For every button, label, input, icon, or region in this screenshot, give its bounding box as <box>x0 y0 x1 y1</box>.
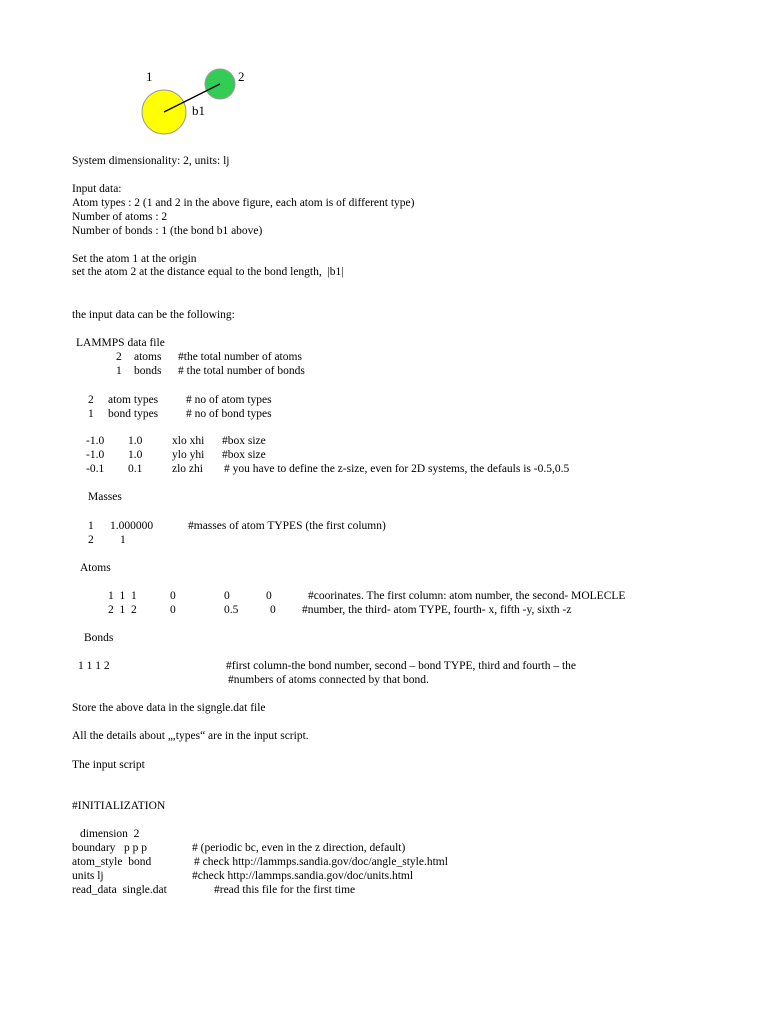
count-atoms-comment: #the total number of atoms <box>178 351 302 363</box>
atom-types-n: 2 <box>88 394 94 406</box>
box-y-lo: -1.0 <box>86 449 105 461</box>
num-bonds-text: Number of bonds : 1 (the bond b1 above) <box>72 225 263 237</box>
num-atoms-text: Number of atoms : 2 <box>72 211 168 223</box>
script-line-atom-style: atom_style bond <box>72 856 152 868</box>
script-line-boundary: boundary p p p <box>72 842 148 854</box>
details-text: All the details about „,types“ are in the input script. <box>72 730 309 742</box>
count-bonds-n: 1 <box>116 365 122 377</box>
count-atoms-n: 2 <box>116 351 122 363</box>
box-y-hi: 1.0 <box>128 449 143 461</box>
bond-types-n: 1 <box>88 408 94 420</box>
dimensionality-text: System dimensionality: 2, units: lj <box>72 155 230 167</box>
mass-2-type: 2 <box>88 534 94 546</box>
masses-heading: Masses <box>88 491 122 503</box>
script-comment-atom-style: # check http://lammps.sandia.gov/doc/angle_style.html <box>194 856 448 868</box>
datafile-title: LAMMPS data file <box>76 337 165 349</box>
atom-row-1-comment: #coorinates. The first column: atom number, the second- MOLECLE <box>308 590 626 602</box>
input-script-heading: The input script <box>72 759 145 771</box>
count-bonds-comment: # the total number of bonds <box>178 365 305 377</box>
count-atoms-what: atoms <box>134 351 162 363</box>
atoms-heading: Atoms <box>80 562 111 574</box>
script-comment-units: #check http://lammps.sandia.gov/doc/units.html <box>192 870 414 882</box>
atom-types-text: Atom types : 2 (1 and 2 in the above figure, each atom is of different type) <box>72 197 415 209</box>
script-line-units: units lj <box>72 870 104 882</box>
bond-comment-1: #first column-the bond number, second – bond TYPE, third and fourth – the <box>226 660 577 672</box>
box-z-hi: 0.1 <box>128 463 143 475</box>
atom-1-label: 1 <box>146 69 153 84</box>
script-comment-read-data: #read this file for the first time <box>214 884 356 896</box>
store-text: Store the above data in the signgle.dat file <box>72 702 266 714</box>
input-can-be-text: the input data can be the following: <box>72 309 235 321</box>
atom-types-comment: # no of atom types <box>186 394 272 406</box>
atom-row-2-idx: 2 1 2 <box>108 604 137 616</box>
count-bonds-what: bonds <box>134 365 162 377</box>
mass-2-value: 1 <box>120 534 126 546</box>
atom-row-1-x: 0 <box>170 590 176 602</box>
atom-2-label: 2 <box>238 69 245 84</box>
atom-row-1-y: 0 <box>224 590 230 602</box>
molecule-figure <box>130 62 260 142</box>
initialization-heading: #INITIALIZATION <box>72 800 166 812</box>
atom-row-2-z: 0 <box>270 604 276 616</box>
box-x-hi: 1.0 <box>128 435 143 447</box>
mass-1-value: 1.000000 <box>110 520 154 532</box>
script-line-read-data: read_data single.dat <box>72 884 167 896</box>
input-data-heading: Input data: <box>72 183 122 195</box>
box-z-comment: # you have to define the z-size, even for 2D systems, the defauls is -0.5,0.5 <box>224 463 570 475</box>
atom-row-2-x: 0 <box>170 604 176 616</box>
box-x-comment: #box size <box>222 435 266 447</box>
set-atom1-text: Set the atom 1 at the origin <box>72 253 197 265</box>
mass-1-type: 1 <box>88 520 94 532</box>
box-x-name: xlo xhi <box>172 435 205 447</box>
mass-1-comment: #masses of atom TYPES (the first column) <box>188 520 386 532</box>
box-x-lo: -1.0 <box>86 435 105 447</box>
bond-row: 1 1 1 2 <box>78 660 110 672</box>
bond-types-comment: # no of bond types <box>186 408 272 420</box>
atom-types-what: atom types <box>108 394 159 406</box>
bond-types-what: bond types <box>108 408 159 420</box>
atom-row-2-comment: #number, the third- atom TYPE, fourth- x, fifth -y, sixth -z <box>302 604 572 616</box>
script-comment-boundary: # (periodic bc, even in the z direction, default) <box>192 842 406 854</box>
box-z-name: zlo zhi <box>172 463 203 475</box>
set-atom2-text: set the atom 2 at the distance equal to the bond length, |b1| <box>72 266 344 278</box>
bond-b1-label: b1 <box>192 103 205 118</box>
box-y-comment: #box size <box>222 449 266 461</box>
atom-row-1-z: 0 <box>266 590 272 602</box>
box-y-name: ylo yhi <box>172 449 205 461</box>
script-line-dimension: dimension 2 <box>80 828 140 840</box>
bonds-heading: Bonds <box>84 632 114 644</box>
atom-row-1-idx: 1 1 1 <box>108 590 137 602</box>
bond-comment-2: #numbers of atoms connected by that bond. <box>228 674 429 686</box>
atom-row-2-y: 0.5 <box>224 604 239 616</box>
box-z-lo: -0.1 <box>86 463 105 475</box>
